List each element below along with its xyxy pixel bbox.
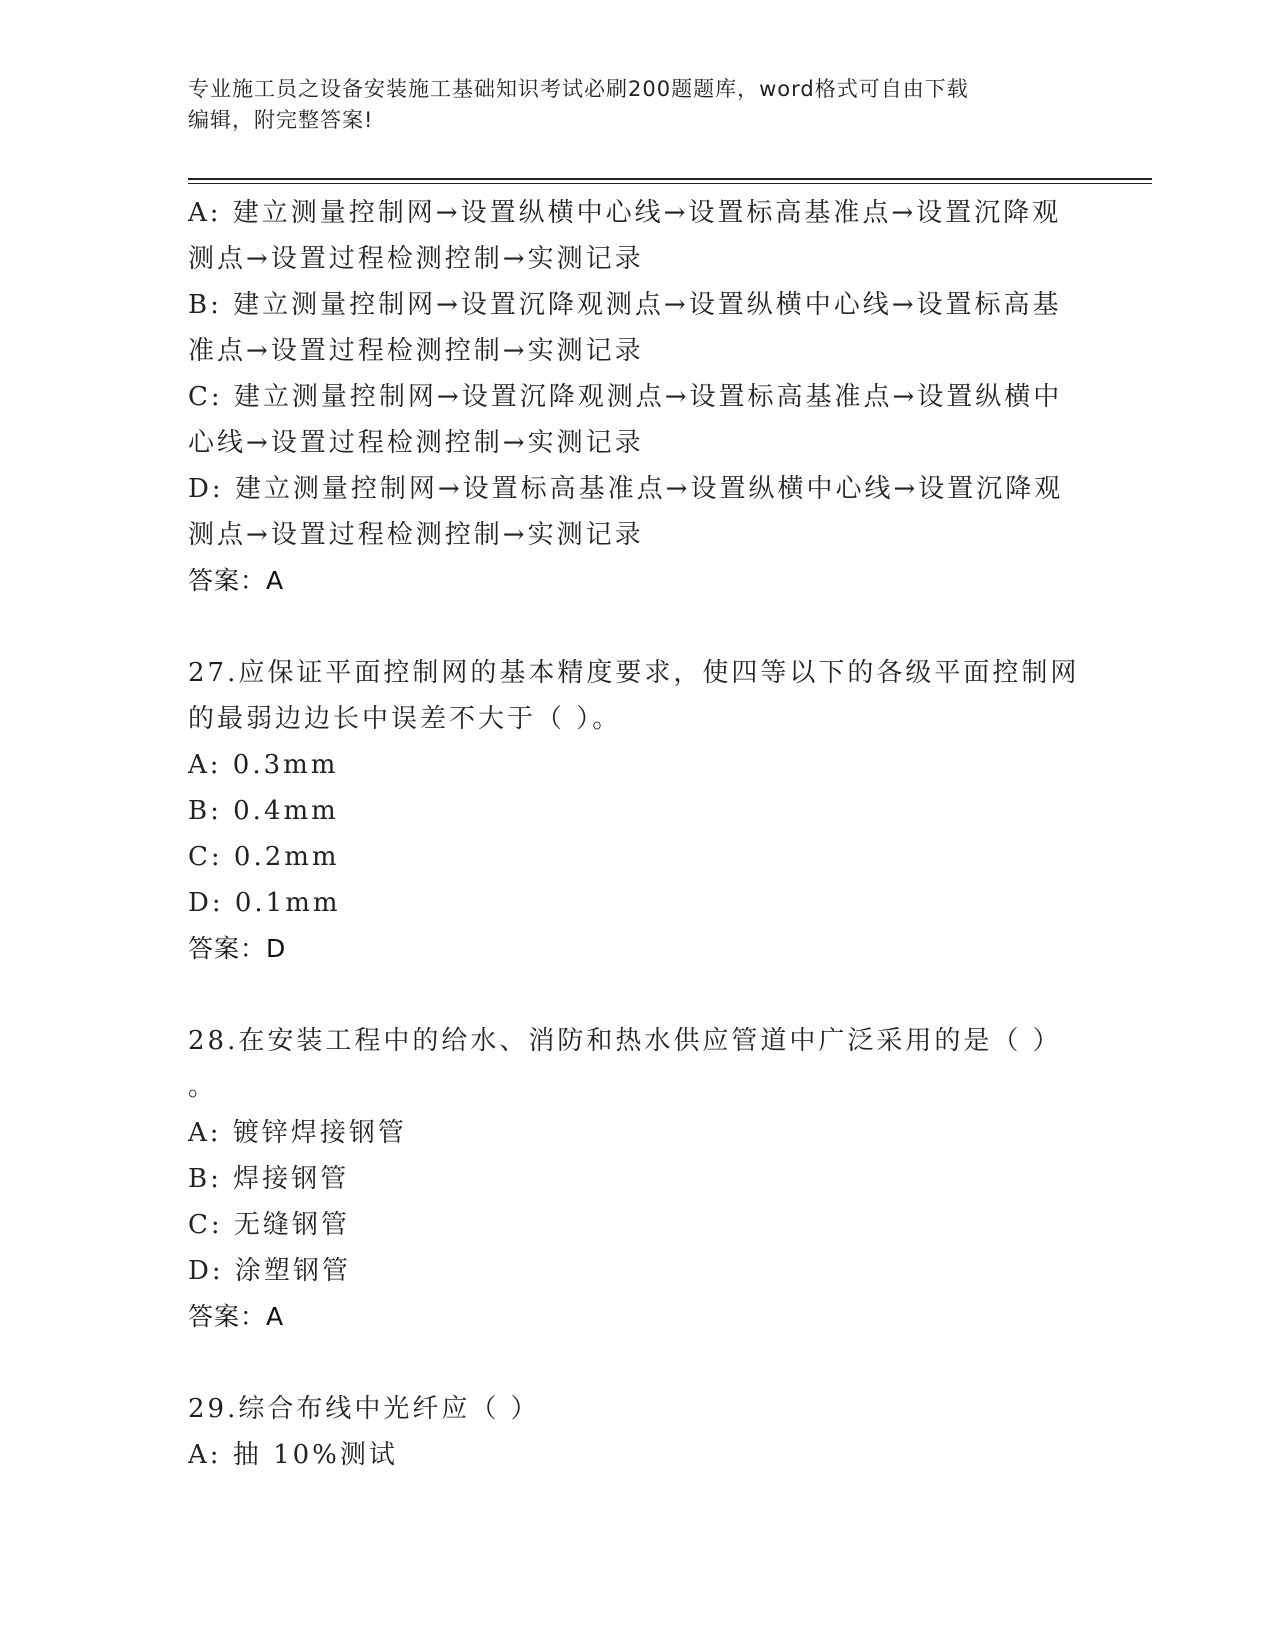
option-c: C: 无缝钢管	[188, 1210, 350, 1240]
option-d-line-2: 测点→设置过程检测控制→实测记录	[188, 520, 644, 550]
question-27-text-line-2: 的最弱边边长中误差不大于（ ）。	[188, 704, 622, 734]
option-a: A: 镀锌焊接钢管	[188, 1118, 407, 1148]
question-27-text-line-1: 27.应保证平面控制网的基本精度要求，使四等以下的各级平面控制网	[188, 658, 1080, 688]
question-26	[188, 190, 1068, 604]
question-28-text-line-1: 28.在安装工程中的给水、消防和热水供应管道中广泛采用的是（ ）	[188, 1026, 1062, 1056]
header-divider-thick	[188, 178, 1152, 180]
question-27	[188, 650, 1080, 972]
question-29-text-line-1: 29.综合布线中光纤应（ ）	[188, 1394, 540, 1424]
option-a: A: 0.3mm	[188, 750, 339, 780]
answer-28: 答案：A	[188, 1302, 285, 1331]
option-b-line-1: B: 建立测量控制网→设置沉降观测点→设置纵横中心线→设置标高基	[188, 290, 1062, 320]
option-d: D: 0.1mm	[188, 888, 341, 918]
header-divider-thin	[188, 183, 1152, 184]
question-content	[188, 190, 1080, 1478]
option-a-line-2: 测点→设置过程检测控制→实测记录	[188, 244, 644, 274]
question-28-text-line-2: 。	[188, 1072, 218, 1102]
option-c-line-1: C: 建立测量控制网→设置沉降观测点→设置标高基准点→设置纵横中	[188, 382, 1063, 412]
header-title-line-1: 专业施工员之设备安装施工基础知识考试必刷200题题库，word格式可自由下载	[188, 77, 969, 101]
question-28	[188, 1018, 1068, 1340]
question-29	[188, 1386, 1068, 1478]
document-header	[188, 74, 1068, 136]
spacer	[188, 972, 1068, 1018]
option-b-line-2: 准点→设置过程检测控制→实测记录	[188, 336, 644, 366]
header-title-line-2: 编辑，附完整答案!	[188, 108, 374, 132]
spacer	[188, 1340, 1068, 1386]
option-c-line-2: 心线→设置过程检测控制→实测记录	[188, 428, 644, 458]
answer-26: 答案：A	[188, 566, 285, 595]
option-d-line-1: D: 建立测量控制网→设置标高基准点→设置纵横中心线→设置沉降观	[188, 474, 1064, 504]
option-d: D: 涂塑钢管	[188, 1256, 351, 1286]
option-a-line-1: A: 建立测量控制网→设置纵横中心线→设置标高基准点→设置沉降观	[188, 198, 1062, 228]
answer-27: 答案：D	[188, 934, 287, 963]
option-a: A: 抽 10%测试	[188, 1440, 398, 1470]
spacer	[188, 604, 1068, 650]
option-c: C: 0.2mm	[188, 842, 340, 872]
option-b: B: 焊接钢管	[188, 1164, 350, 1194]
option-b: B: 0.4mm	[188, 796, 339, 826]
